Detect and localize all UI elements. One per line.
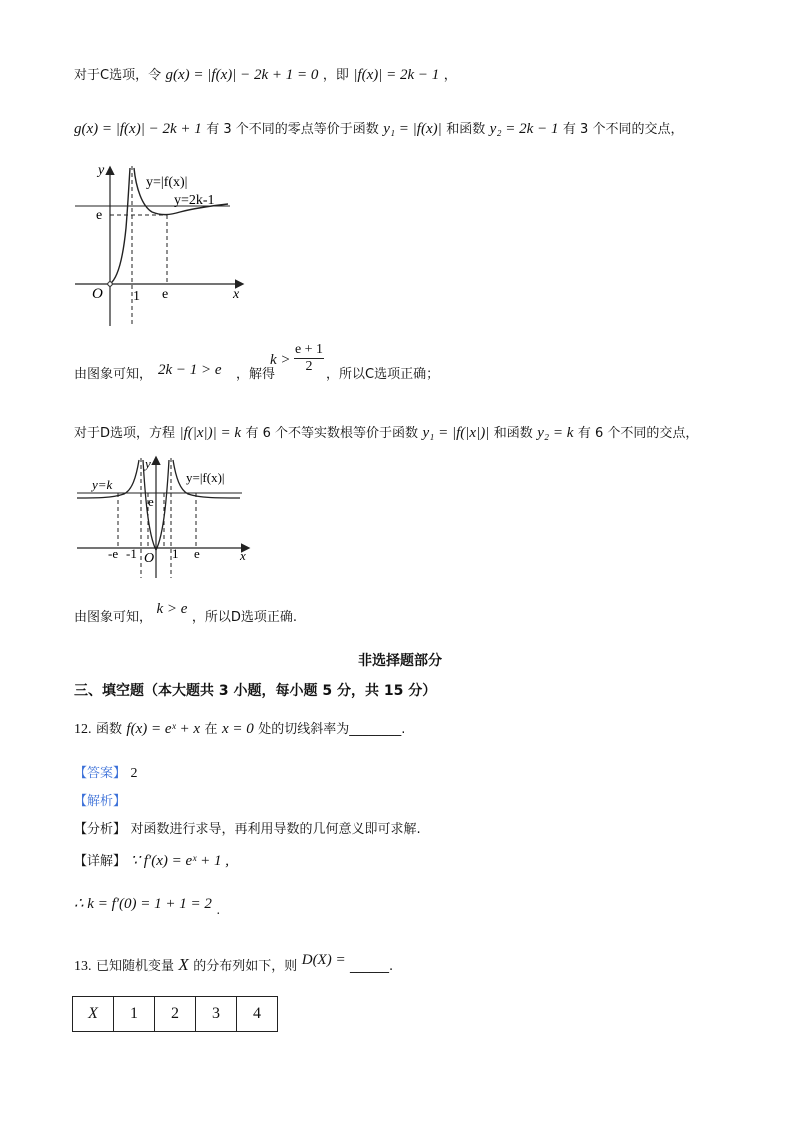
- c-conc-prefix: 由图象可知，: [74, 367, 153, 382]
- c-origin-point: [108, 282, 112, 286]
- q13-num: 13.: [74, 959, 92, 974]
- option-c-eq: g(x) = |f(x)| − 2k + 1 = 0: [165, 67, 319, 83]
- d-line-label: y=k: [92, 477, 113, 492]
- table-row: [73, 997, 278, 1032]
- d-tick-neg-1: -1: [126, 546, 137, 561]
- q13-dx: D(X) =: [301, 952, 346, 968]
- option-c-t2: 和函数: [446, 122, 486, 137]
- option-d-line1: [74, 422, 698, 442]
- q12-analysis-tag: 【解析】: [74, 794, 127, 809]
- c-conc-sol-left: k >: [270, 352, 291, 368]
- section-heading: 非选择题部分: [358, 653, 442, 669]
- c-y-label: y: [98, 163, 105, 178]
- q12-result-end: .: [216, 903, 221, 917]
- q12-answer-value: 2: [130, 766, 138, 781]
- q12-num: 12.: [74, 722, 92, 737]
- q12-fenxi-tag: 【分析】: [74, 822, 127, 837]
- q12-question: [74, 718, 405, 738]
- c-frac-num: e + 1: [294, 342, 324, 357]
- table-cell-x: X: [73, 997, 114, 1032]
- d-curve-label: y=|f(x)|: [186, 470, 225, 485]
- c-curve-label: y=|f(x)|: [146, 175, 188, 190]
- q13-blank: ______.: [350, 959, 394, 974]
- option-d-t1: 有 6 个不等实数根等价于函数: [245, 426, 419, 441]
- d-y-label: y: [145, 456, 151, 471]
- d-x-label: x: [240, 548, 246, 563]
- q12-at: x = 0: [221, 721, 254, 737]
- q12-t2: 在: [204, 722, 218, 737]
- q12-result-eq: ∴ k = f′(0) = 1 + 1 = 2: [74, 896, 212, 912]
- q13-question: [74, 952, 394, 975]
- q13-t1: 已知随机变量: [95, 959, 174, 974]
- option-c-eq2: |f(x)| = 2k − 1: [353, 67, 440, 83]
- c-left-branch: [110, 168, 130, 284]
- table-cell: 3: [196, 997, 237, 1032]
- q12-fenxi-text: 对函数进行求导，再利用导数的几何意义即可求解.: [130, 822, 421, 837]
- option-d-graph: [72, 454, 252, 582]
- option-c-t3: 有 3 个不同的交点，: [562, 122, 684, 137]
- q12-result: [74, 894, 221, 917]
- q12-detail-eq: ∵ f′(x) = eˣ + 1 ,: [130, 853, 229, 869]
- d-conc-suffix: ，所以D选项正确.: [191, 610, 298, 625]
- d-tick-neg-e: -e: [108, 546, 119, 561]
- q12-func: f(x) = eˣ + x: [126, 721, 201, 737]
- d-origin-label: O: [144, 551, 155, 566]
- table-cell: 1: [114, 997, 155, 1032]
- option-c-y1: y₁ = |f(x)|: [383, 121, 442, 137]
- q12-answer: [74, 762, 137, 782]
- section-title: 三、填空题（本大题共 3 小题，每小题 5 分，共 15 分）: [74, 683, 437, 699]
- option-d-t3: 有 6 个不同的交点，: [577, 426, 699, 441]
- option-d-prefix: 对于D选项，方程: [74, 426, 176, 441]
- c-frac: [294, 342, 324, 375]
- option-c-g-eq: g(x) = |f(x)| − 2k + 1: [74, 121, 202, 137]
- c-origin-label: O: [92, 286, 103, 302]
- q13-t2: 的分布列如下，则: [193, 959, 298, 974]
- q12-t1: 函数: [95, 722, 122, 737]
- c-tick-1: 1: [133, 289, 140, 304]
- d-conc-ineq: k > e: [156, 601, 188, 617]
- table-cell: 4: [237, 997, 278, 1032]
- c-tick-e: e: [162, 287, 169, 302]
- d-e-y-label: e: [148, 494, 154, 509]
- option-d-conclusion: [74, 601, 298, 626]
- option-c-mid: ，即: [322, 68, 349, 83]
- c-conc-mid: ，解得: [236, 367, 276, 382]
- q13-distribution-table: [72, 996, 278, 1032]
- option-d-eq: |f(|x|)| = k: [179, 425, 242, 441]
- q12-fenxi: [74, 818, 421, 837]
- c-x-label: x: [233, 287, 240, 302]
- q12-detail: [74, 850, 229, 870]
- option-d-y1: y₁ = |f(|x|)|: [422, 425, 490, 441]
- c-frac-den: 2: [305, 359, 313, 374]
- option-c-graph: [70, 158, 250, 330]
- d-tick-1: 1: [172, 546, 179, 561]
- q12-answer-tag: 【答案】: [74, 766, 127, 781]
- option-c-y2: y₂ = 2k − 1: [489, 121, 559, 137]
- option-c-t1: 有 3 个不同的零点等价于函数: [206, 122, 379, 137]
- q12-analysis: [74, 790, 126, 809]
- option-c-line1: [74, 64, 457, 84]
- table-cell: 2: [155, 997, 196, 1032]
- q12-t3: 处的切线斜率为________.: [258, 722, 406, 737]
- c-e-y-label: e: [96, 208, 103, 223]
- option-d-y2: y₂ = k: [537, 425, 574, 441]
- c-line-label: y=2k-1: [174, 193, 215, 208]
- q12-detail-tag: 【详解】: [74, 854, 127, 869]
- option-d-t2: 和函数: [493, 426, 533, 441]
- d-conc-prefix: 由图象可知，: [74, 610, 153, 625]
- q13-var: X: [178, 955, 189, 974]
- option-c-prefix: 对于C选项，令: [74, 68, 162, 83]
- c-conc-ineq: 2k − 1 > e: [158, 362, 222, 378]
- option-c-line2: [74, 118, 683, 138]
- d-tick-e: e: [194, 546, 200, 561]
- c-conc-suffix: ，所以C选项正确；: [326, 367, 440, 382]
- option-c-suffix: ，: [443, 68, 457, 83]
